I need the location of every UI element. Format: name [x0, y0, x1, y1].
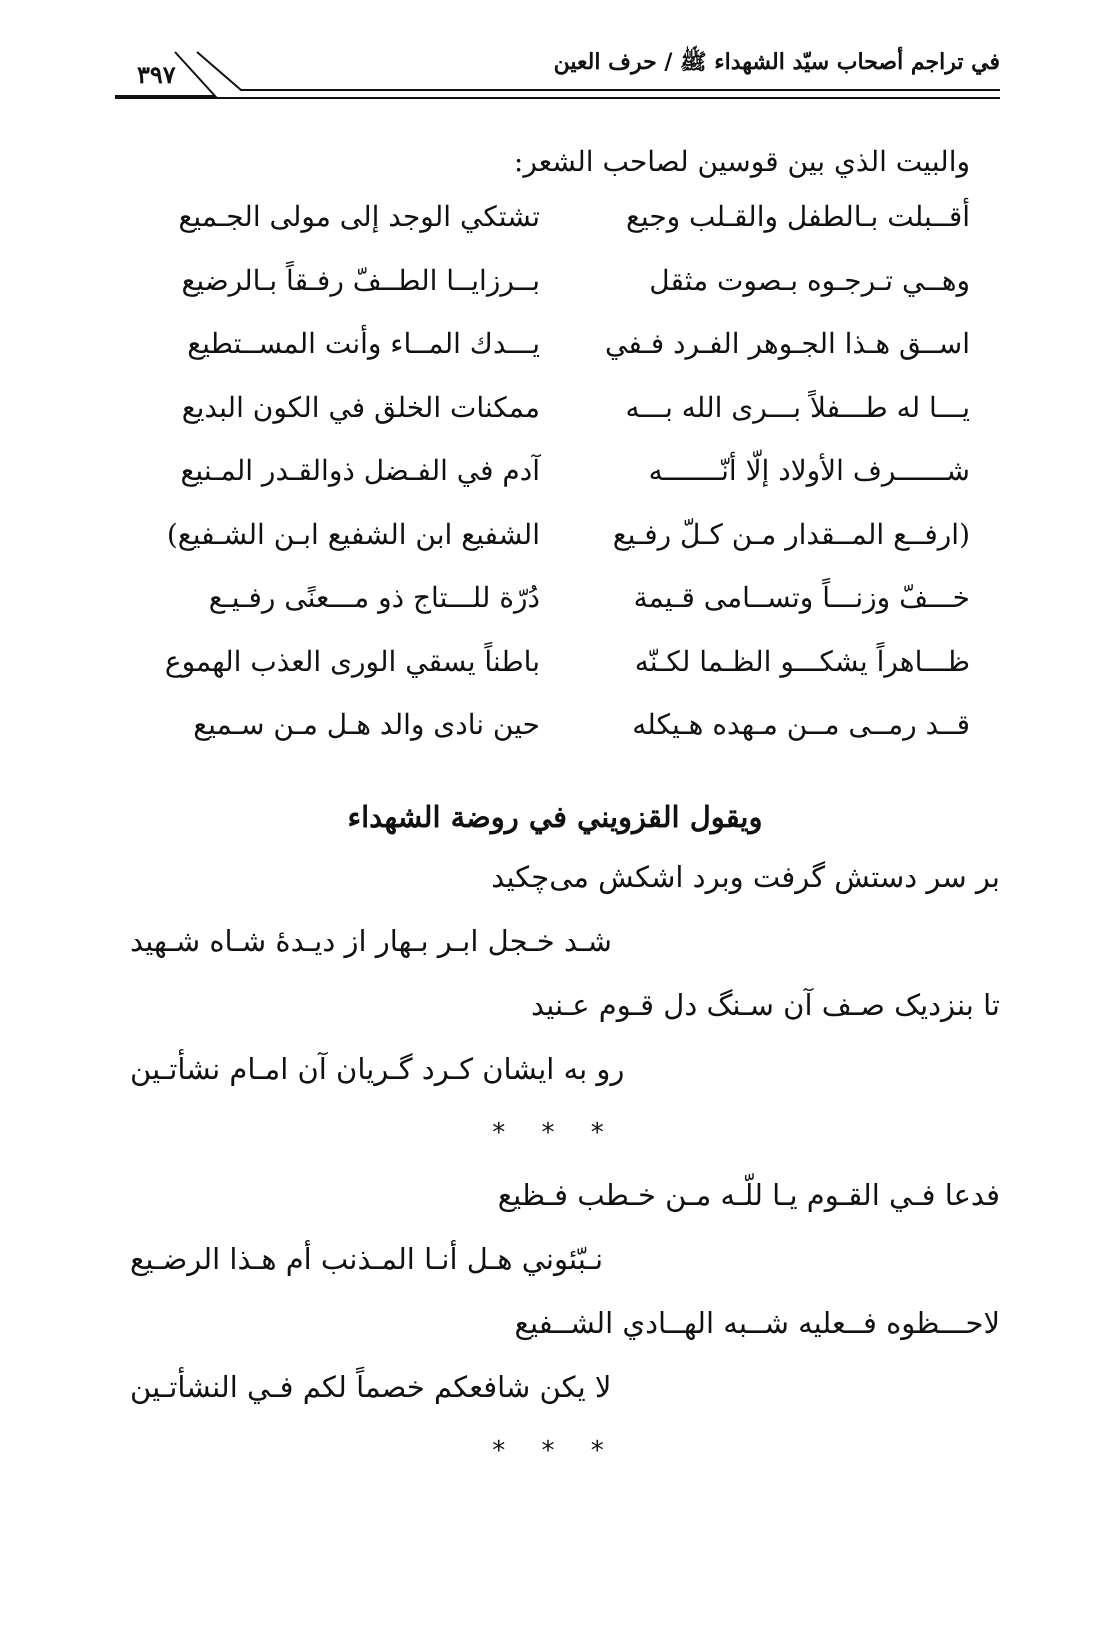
verse-row — [160, 264, 970, 328]
verse-row — [160, 454, 970, 518]
verse-second-hemistich: حين نادى والد هـل مـن سـميع — [193, 708, 540, 741]
verse-first-hemistich: أقــبلت بـالطفل والقـلب وجيع — [625, 200, 970, 233]
page-number: ٣٩٧ — [137, 60, 176, 89]
verse-second-hemistich: بــرزايــا الطــفّ رفـقاً بـالرضيع — [181, 263, 540, 297]
section-heading: ويقول القزويني في روضة الشهداء — [347, 800, 763, 834]
verse-row — [160, 391, 970, 455]
verse-first-hemistich: (ارفــع المــقدار مـن كـلّ رفـيع — [612, 517, 970, 551]
verse-first-hemistich: قــد رمــى مــن مـهده هـيكله — [632, 708, 970, 741]
running-title: في تراجم أصحاب سيّد الشهداء ﷺ / حرف العين — [553, 49, 1000, 75]
verse-first-hemistich: وهــي تـرجـوه بـصوت مثقل — [649, 263, 970, 297]
verse-first-hemistich: ظـــاهراً يشكـــو الظـما لكـنّه — [634, 644, 970, 678]
arabic-line: لاحـــظوه فــعليه شــبه الهــادي الشــفيع — [514, 1306, 1000, 1340]
verse-second-hemistich: تشتكي الوجد إلى مولى الجـميع — [178, 200, 540, 233]
persian-line: تا بنزديک صـف آن سـنگ دل قـوم عـنيد — [531, 988, 1000, 1022]
arabic-line: نـبّئوني هـل أنـا المـذنب أم هـذا الرضـيع — [130, 1242, 604, 1276]
verse-first-hemistich: شــــــرف الأولاد إلّا أنّـــــــه — [648, 454, 970, 487]
poem-block — [160, 200, 970, 772]
verse-row — [160, 327, 970, 391]
arabic-line: لا يكن شافعكم خصماً لكم فـي النشأتـين — [130, 1370, 612, 1404]
verse-row — [160, 200, 970, 264]
page-header — [115, 40, 1000, 102]
verse-second-hemistich: آدم في الفـضل ذوالقـدر المـنيع — [180, 454, 540, 487]
verse-second-hemistich: الشفيع ابن الشفيع ابـن الشـفيع) — [166, 517, 540, 551]
persian-line: رو به ايشان كـرد گـريان آن امـام نشأتـين — [130, 1052, 625, 1086]
section-divider-stars: * * * — [492, 1436, 618, 1466]
verse-first-hemistich: يـــا له طـــفلاً بـــرى الله بـــه — [625, 390, 970, 424]
verse-second-hemistich: باطناً يسقي الورى العذب الهموع — [164, 644, 540, 678]
persian-line: بر سر دستش گرفت وبرد اشكش مى‌چكيد — [491, 860, 1000, 894]
verse-second-hemistich: ممكنات الخلق في الكون البديع — [181, 390, 540, 424]
verse-row — [160, 518, 970, 582]
verse-first-hemistich: خـــفّ وزنـــاً وتســامى قـيمة — [633, 581, 970, 614]
verse-row — [160, 708, 970, 772]
verse-second-hemistich: دُرّة للـــتاج ذو مـــعنًى رفـيـع — [208, 581, 540, 614]
intro-line: والبيت الذي بين قوسين لصاحب الشعر: — [513, 145, 970, 178]
section-divider-stars: * * * — [492, 1118, 618, 1148]
arabic-line: فدعا فـي القـوم يـا للّـه مـن خـطب فـظيع — [497, 1178, 1000, 1212]
persian-line: شـد خـجل ابـر بـهار از ديـدهٔ شـاه شـهيد — [130, 924, 612, 958]
verse-row — [160, 645, 970, 709]
verse-row — [160, 581, 970, 645]
verse-second-hemistich: يـــدك المــاء وأنت المســتطيع — [187, 327, 540, 360]
verse-first-hemistich: اســق هـذا الجـوهر الفـرد فـفي — [605, 327, 970, 360]
